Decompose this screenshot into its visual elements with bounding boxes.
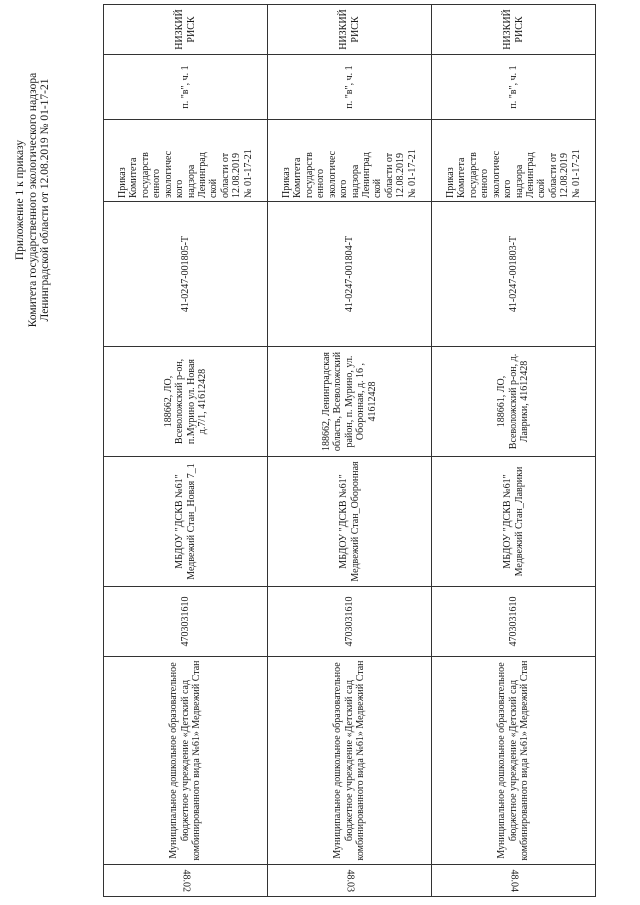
inn-cell: 4703031610 bbox=[432, 587, 596, 657]
table-row bbox=[104, 5, 268, 897]
order-line: № 01-17-21 bbox=[242, 149, 254, 198]
address-cell: 188661, ЛО, Всеволожский р-он, д. Лаврики, 41612428 bbox=[432, 347, 596, 457]
order-line: Приказ bbox=[281, 167, 293, 198]
header-line-3: Ленинградской области от 12.08.2019 № 01-17-21 bbox=[39, 78, 51, 322]
order-line: Ленинград bbox=[196, 152, 208, 198]
order-line: Ленинград bbox=[360, 152, 372, 198]
order-line: Комитета bbox=[128, 157, 140, 198]
risk-word: РИСК bbox=[513, 16, 525, 43]
order-line: 12.08.2019 bbox=[395, 153, 407, 198]
order-reference-cell bbox=[432, 120, 596, 202]
object-code-cell: 41-0247-001805-Т bbox=[104, 202, 268, 347]
organization-cell: Муниципальное дошкольное образовательное бюджетное учреждение «Детский сад комбинированного вида №61» Медвежий Стан bbox=[268, 657, 432, 865]
row-number: 48.03 bbox=[344, 869, 356, 892]
header-line-2: Комитета государственного экологического надзора bbox=[26, 72, 39, 328]
order-line: Приказ bbox=[117, 167, 129, 198]
inn-cell: 4703031610 bbox=[104, 587, 268, 657]
order-line: Ленинград bbox=[524, 152, 536, 198]
object-code-cell: 41-0247-001803-Т bbox=[432, 202, 596, 347]
object-code-cell: 41-0247-001804-Т bbox=[268, 202, 432, 347]
inn-cell: 4703031610 bbox=[268, 587, 432, 657]
order-line: области от bbox=[547, 152, 559, 198]
risk-word: РИСК bbox=[349, 16, 361, 43]
order-line: экологичес bbox=[162, 150, 174, 198]
row-number: 48.04 bbox=[508, 869, 520, 892]
order-line: ской bbox=[208, 178, 220, 198]
row-number-cell bbox=[104, 865, 268, 897]
order-line: государств bbox=[139, 152, 151, 198]
order-line: 12.08.2019 bbox=[559, 153, 571, 198]
order-line: енного bbox=[479, 169, 491, 198]
header-line-1: Приложение 1 к приказу bbox=[14, 139, 26, 261]
row-number-cell bbox=[268, 865, 432, 897]
order-reference-cell bbox=[268, 120, 432, 202]
table-row bbox=[268, 5, 432, 897]
row-number: 48.02 bbox=[180, 869, 192, 892]
table-row bbox=[432, 5, 596, 897]
order-line: ской bbox=[536, 178, 548, 198]
organization-cell: Муниципальное дошкольное образовательное бюджетное учреждение «Детский сад комбинированного вида №61» Медвежий Стан bbox=[432, 657, 596, 865]
risk-category-cell bbox=[432, 5, 596, 55]
risk-level: НИЗКИЙ bbox=[338, 9, 350, 50]
order-line: кого bbox=[502, 179, 514, 198]
object-name-cell: МБДОУ "ДСКВ №61" Медвежий Стан_Лаврики bbox=[432, 457, 596, 587]
order-line: надзора bbox=[185, 164, 197, 198]
order-line: Комитета bbox=[456, 157, 468, 198]
risk-level: НИЗКИЙ bbox=[502, 9, 514, 50]
object-name-cell: МБДОУ "ДСКВ №61" Медвежий Стан_Оборонная bbox=[268, 457, 432, 587]
order-line: надзора bbox=[349, 164, 361, 198]
risk-category-cell bbox=[268, 5, 432, 55]
order-line: ской bbox=[372, 178, 384, 198]
order-line: надзора bbox=[513, 164, 525, 198]
order-line: Приказ bbox=[445, 167, 457, 198]
order-line: экологичес bbox=[326, 150, 338, 198]
risk-word: РИСК bbox=[185, 16, 197, 43]
order-line: № 01-17-21 bbox=[406, 149, 418, 198]
order-line: енного bbox=[151, 169, 163, 198]
order-line: экологичес bbox=[490, 150, 502, 198]
row-number-cell bbox=[432, 865, 596, 897]
risk-category-cell bbox=[104, 5, 268, 55]
address-cell: 188662, ЛО, Всеволожский р-он, п.Мурино ул. Новая д.7/1, 41612428 bbox=[104, 347, 268, 457]
order-line: енного bbox=[315, 169, 327, 198]
article-cell: п. "в", ч. 1 bbox=[268, 55, 432, 120]
order-line: государств bbox=[467, 152, 479, 198]
article-cell: п. "в", ч. 1 bbox=[432, 55, 596, 120]
object-name-cell: МБДОУ "ДСКВ №61" Медвежий Стан_Новая 7_1 bbox=[104, 457, 268, 587]
order-line: кого bbox=[338, 179, 350, 198]
article-cell: п. "в", ч. 1 bbox=[104, 55, 268, 120]
order-line: области от bbox=[219, 152, 231, 198]
document-header bbox=[14, 20, 52, 380]
order-line: кого bbox=[174, 179, 186, 198]
order-line: 12.08.2019 bbox=[231, 153, 243, 198]
order-line: области от bbox=[383, 152, 395, 198]
risk-level: НИЗКИЙ bbox=[174, 9, 186, 50]
order-line: Комитета bbox=[292, 157, 304, 198]
order-line: государств bbox=[303, 152, 315, 198]
registry-table bbox=[103, 4, 596, 897]
order-line: № 01-17-21 bbox=[570, 149, 582, 198]
organization-cell: Муниципальное дошкольное образовательное бюджетное учреждение «Детский сад комбинированного вида №61» Медвежий Стан bbox=[104, 657, 268, 865]
order-reference-cell bbox=[104, 120, 268, 202]
address-cell: 188662, Ленинградская область, Всеволожский район, п. Мурино, ул. Оборонная, д. 16 , 41612428 bbox=[268, 347, 432, 457]
